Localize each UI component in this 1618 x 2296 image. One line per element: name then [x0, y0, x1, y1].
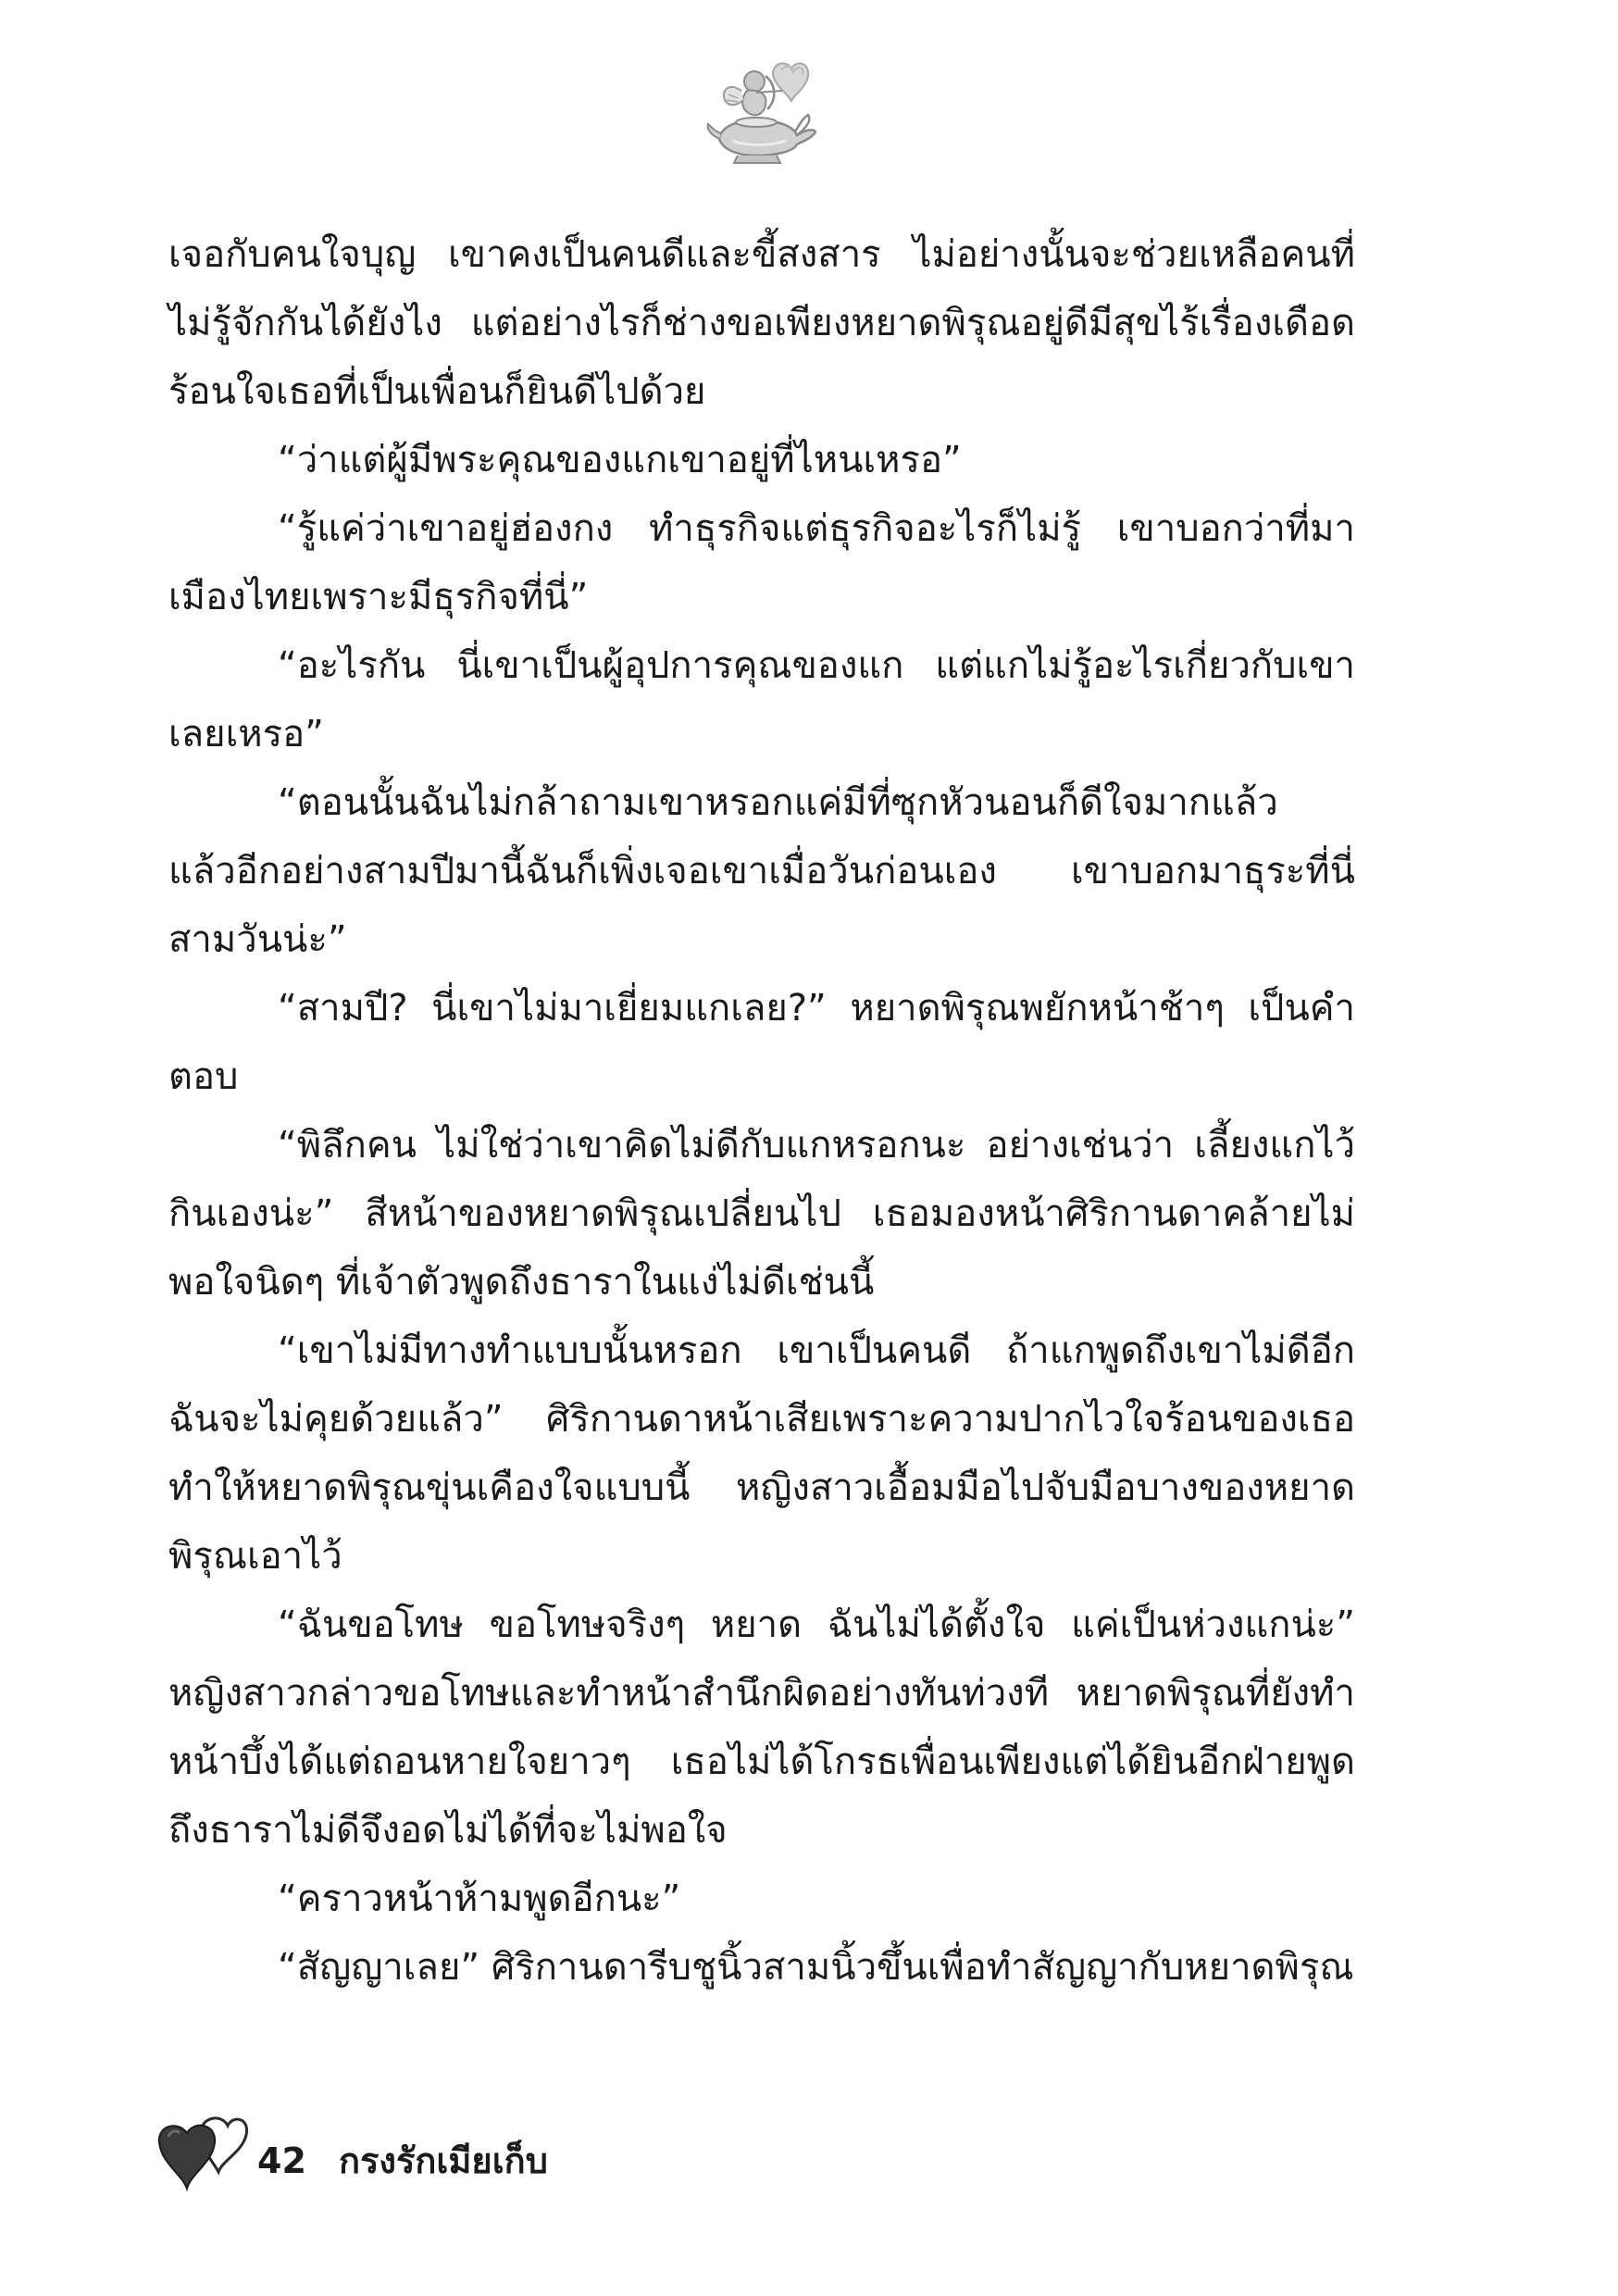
paragraph-10: “คราวหน้าห้ามพูดอีกนะ” [278, 1878, 681, 1920]
paragraph-1: เจอกับคนใจบุญ เขาคงเป็นคนดีและขี้สงสาร ไม่อย่างนั้นจะช่วยเหลือคนที่ไม่รู้จักกันได้ยังไง แต่อย่างไรก็ช่างขอเพียงหยาดพิรุณอยู่ดีมีสุขไร้เรื่องเดือดร้อนใจเธอที่เป็นเพื่อนก็ยินดีไปด้วย [168, 233, 1355, 413]
cupid-on-magic-lamp-icon [701, 54, 823, 167]
book-title: กรงรักเมียเก็บ [339, 2140, 548, 2181]
double-heart-icon [154, 2115, 250, 2194]
paragraph-2: “ว่าแต่ผู้มีพระคุณของแกเขาอยู่ที่ไหนเหรอ” [278, 439, 962, 481]
page-footer [154, 2115, 802, 2198]
paragraph-5: “ตอนนั้นฉันไม่กล้าถามเขาหรอกแค่มีที่ซุกหัวนอนก็ดีใจมากแล้ว แล้วอีกอย่างสามปีมานี้ฉันก็เพิ่งเจอเขาเมื่อวันก่อนเอง เขาบอกมาธุระที่นี่สามวันน่ะ” [168, 781, 1355, 961]
paragraph-8: “เขาไม่มีทางทำแบบนั้นหรอก เขาเป็นคนดี ถ้าแกพูดถึงเขาไม่ดีอีกฉันจะไม่คุยด้วยแล้ว” ศิริกานดาหน้าเสียเพราะความปากไวใจร้อนของเธอทำให้หยาดพิรุณขุ่นเคืองใจแบบนี้ หญิงสาวเอื้อมมือไปจับมือบางของหยาดพิรุณเอาไว้ [168, 1329, 1355, 1578]
paragraph-7: “พิลึกคน ไม่ใช่ว่าเขาคิดไม่ดีกับแกหรอกนะ อย่างเช่นว่า เลี้ยงแกไว้กินเองน่ะ” สีหน้าของหยาดพิรุณเปลี่ยนไป เธอมองหน้าศิริกานดาคล้ายไม่พอใจนิดๆ ที่เจ้าตัวพูดถึงธาราในแง่ไม่ดีเช่นนี้ [168, 1124, 1355, 1304]
paragraph-4: “อะไรกัน นี่เขาเป็นผู้อุปการคุณของแก แต่แกไม่รู้อะไรเกี่ยวกับเขาเลยเหรอ” [168, 644, 1355, 755]
paragraph-3: “รู้แค่ว่าเขาอยู่ฮ่องกง ทำธุรกิจแต่ธุรกิจอะไรก็ไม่รู้ เขาบอกว่าที่มาเมืองไทยเพราะมีธุรกิจที่นี่” [168, 507, 1355, 618]
paragraph-11: “สัญญาเลย” ศิริกานดารีบชูนิ้วสามนิ้วขึ้นเพื่อทำสัญญากับหยาดพิรุณ [278, 1946, 1354, 1989]
page-number: 42 [257, 2140, 306, 2181]
paragraph-9: “ฉันขอโทษ ขอโทษจริงๆ หยาด ฉันไม่ได้ตั้งใจ แค่เป็นห่วงแกน่ะ” หญิงสาวกล่าวขอโทษและทำหน้าสำนึกผิดอย่างทันท่วงที หยาดพิรุณที่ยังทำหน้าบึ้งได้แต่ถอนหายใจยาวๆ เธอไม่ได้โกรธเพื่อนเพียงแต่ได้ยินอีกฝ่ายพูดถึงธาราไม่ดีจึงอดไม่ได้ที่จะไม่พอใจ [168, 1603, 1355, 1852]
body-text [168, 220, 1355, 2002]
paragraph-6: “สามปี? นี่เขาไม่มาเยี่ยมแกเลย?” หยาดพิรุณพยักหน้าช้าๆ เป็นคำตอบ [168, 987, 1355, 1098]
